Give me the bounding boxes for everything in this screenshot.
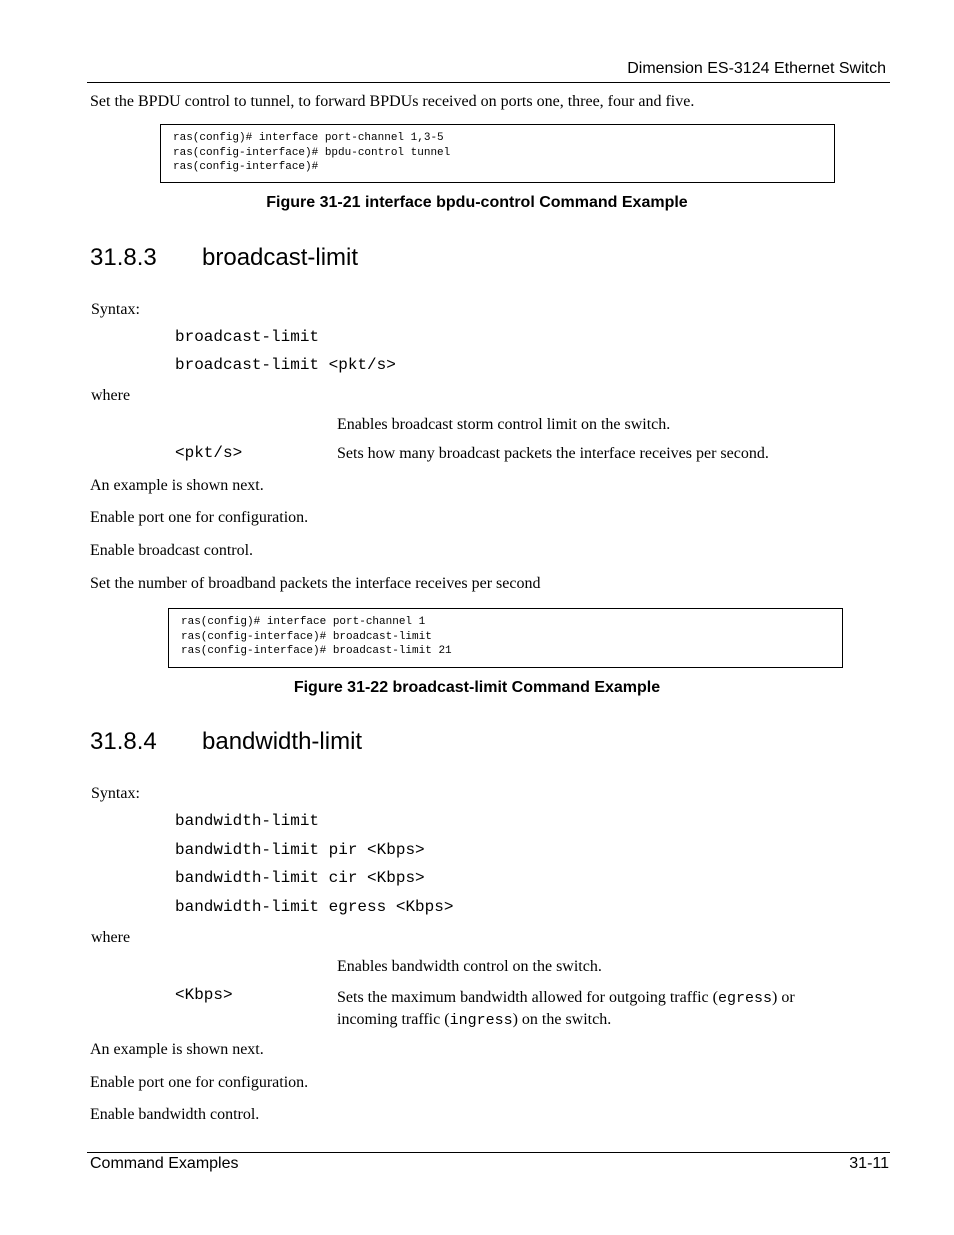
body-paragraph: Enable port one for configuration.	[90, 1074, 309, 1091]
param-name: <Kbps>	[175, 986, 233, 1004]
section-title: bandwidth-limit	[202, 728, 363, 755]
code-line: ras(config-interface)#	[173, 161, 319, 173]
param-description	[337, 987, 847, 1031]
inline-code: egress	[717, 990, 772, 1007]
code-line: ras(config-interface)# bpdu-control tunnel	[173, 146, 451, 159]
figure-caption: Figure 31-21 interface bpdu-control Command Example	[266, 194, 688, 211]
code-line: ras(config)# interface port-channel 1	[181, 616, 426, 628]
intro-paragraph: Set the BPDU control to tunnel, to forward BPDUs received on ports one, three, four and five.	[90, 93, 695, 110]
where-label: where	[91, 387, 131, 404]
section-title: broadcast-limit	[202, 244, 359, 271]
param-description: Enables broadcast storm control limit on the switch.	[337, 416, 671, 433]
param-description: Sets how many broadcast packets the interface receives per second.	[337, 445, 769, 462]
syntax-label: Syntax:	[91, 785, 140, 802]
code-line: ras(config-interface)# broadcast-limit 21	[181, 645, 452, 657]
desc-text: ) or incoming traffic (	[337, 989, 795, 1028]
code-line: ras(config)# interface port-channel 1,3-5	[173, 132, 444, 144]
param-name: <pkt/s>	[175, 444, 243, 462]
body-paragraph: Enable bandwidth control.	[90, 1106, 260, 1123]
syntax-label: Syntax:	[91, 301, 140, 318]
footer-chapter-title: Command Examples	[90, 1155, 239, 1172]
body-paragraph: An example is shown next.	[90, 477, 264, 494]
syntax-line: broadcast-limit	[175, 328, 320, 346]
page-number: 31-11	[849, 1155, 889, 1172]
desc-text: Sets the maximum bandwidth allowed for outgoing traffic (	[337, 989, 718, 1006]
syntax-line: bandwidth-limit pir <Kbps>	[175, 841, 425, 859]
body-paragraph: Set the number of broadband packets the interface receives per second	[90, 575, 541, 592]
figure-caption: Figure 31-22 broadcast-limit Command Example	[293, 679, 661, 696]
body-paragraph: An example is shown next.	[90, 1041, 264, 1058]
footer-rule	[87, 1152, 890, 1153]
body-paragraph: Enable broadcast control.	[90, 542, 254, 559]
header-rule	[87, 82, 890, 83]
code-example-box	[160, 124, 835, 183]
body-paragraph: Enable port one for configuration.	[90, 509, 309, 526]
code-line: ras(config-interface)# broadcast-limit	[181, 630, 432, 643]
syntax-line: broadcast-limit <pkt/s>	[175, 356, 396, 374]
param-description: Enables bandwidth control on the switch.	[337, 958, 602, 975]
inline-code: ingress	[449, 1012, 513, 1029]
where-label: where	[91, 929, 131, 946]
desc-text: ) on the switch.	[512, 1011, 612, 1028]
syntax-line: bandwidth-limit	[175, 812, 320, 830]
syntax-line: bandwidth-limit egress <Kbps>	[175, 898, 454, 916]
section-number: 31.8.4	[90, 728, 157, 755]
syntax-line: bandwidth-limit cir <Kbps>	[175, 869, 425, 887]
section-number: 31.8.3	[90, 244, 157, 271]
running-header-title: Dimension ES-3124 Ethernet Switch	[627, 60, 886, 77]
code-example-box	[168, 608, 843, 668]
